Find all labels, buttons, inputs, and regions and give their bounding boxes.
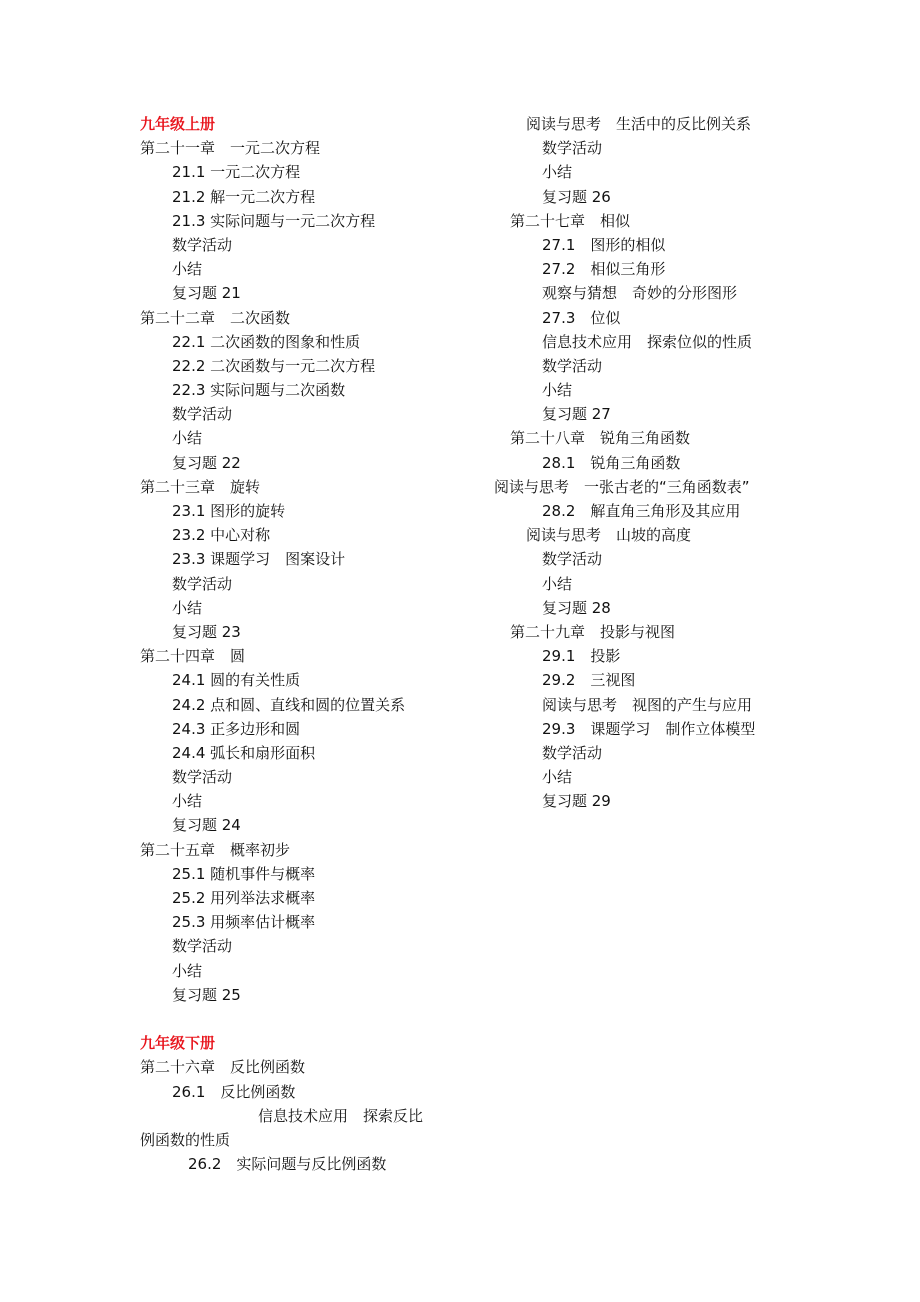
- toc-entry: 阅读与思考 一张古老的“三角函数表”: [494, 477, 750, 496]
- toc-entry: 小结: [542, 574, 573, 593]
- toc-entry: 数学活动: [172, 937, 233, 956]
- toc-entry: 24.4 弧长和扇形面积: [172, 743, 316, 762]
- toc-entry: 25.3 用频率估计概率: [172, 913, 316, 932]
- toc-entry: 数学活动: [172, 768, 233, 787]
- toc-entry: 信息技术应用 探索反比: [258, 1106, 424, 1125]
- toc-entry: 数学活动: [542, 743, 603, 762]
- toc-entry: 例函数的性质: [140, 1130, 231, 1149]
- toc-entry: 数学活动: [542, 139, 603, 158]
- toc-entry: 21.3 实际问题与一元二次方程: [172, 211, 376, 230]
- toc-entry: 复习题 21: [172, 284, 241, 303]
- toc-entry: 小结: [172, 961, 203, 980]
- chapter-heading: 第二十七章 相似: [510, 211, 631, 230]
- toc-entry: 26.1 反比例函数: [172, 1082, 296, 1101]
- toc-entry: 小结: [172, 429, 203, 448]
- chapter-heading: 第二十一章 一元二次方程: [140, 139, 321, 158]
- toc-entry: 数学活动: [172, 405, 233, 424]
- toc-entry: 小结: [172, 598, 203, 617]
- toc-entry: 25.2 用列举法求概率: [172, 889, 316, 907]
- toc-entry: 24.3 正多边形和圆: [172, 719, 301, 738]
- toc-entry: 28.1 锐角三角函数: [542, 453, 681, 472]
- toc-entry: 数学活动: [542, 356, 603, 375]
- toc-entry: 23.2 中心对称: [172, 526, 271, 545]
- toc-entry: 阅读与思考 山坡的高度: [526, 526, 692, 545]
- toc-entry: 22.1 二次函数的图象和性质: [172, 332, 361, 351]
- toc-entry: 复习题 24: [172, 816, 241, 835]
- toc-entry: 阅读与思考 生活中的反比例关系: [526, 115, 752, 133]
- toc-entry: 复习题 25: [172, 985, 241, 1004]
- toc-entry: 24.1 圆的有关性质: [172, 671, 301, 690]
- toc-entry: 29.3 课题学习 制作立体模型: [542, 719, 756, 738]
- toc-entry: 小结: [542, 163, 573, 182]
- toc-entry: 复习题 27: [542, 405, 611, 424]
- toc-entry: 数学活动: [172, 574, 233, 593]
- toc-entry: 22.3 实际问题与二次函数: [172, 381, 346, 400]
- toc-entry: 27.2 相似三角形: [542, 260, 666, 279]
- chapter-heading: 第二十八章 锐角三角函数: [510, 429, 691, 448]
- chapter-heading: 第二十四章 圆: [140, 647, 246, 666]
- toc-entry: 29.1 投影: [542, 647, 621, 666]
- toc-left-column: [140, 112, 480, 1176]
- chapter-heading: 第二十三章 旋转: [140, 477, 261, 496]
- toc-entry: 数学活动: [172, 235, 233, 254]
- toc-entry: 小结: [542, 381, 573, 400]
- toc-entry: 27.3 位似: [542, 308, 621, 327]
- toc-entry: 26.2 实际问题与反比例函数: [188, 1155, 387, 1174]
- toc-entry: 24.2 点和圆、直线和圆的位置关系: [172, 695, 406, 714]
- toc-entry: 观察与猜想 奇妙的分形图形: [542, 284, 738, 303]
- toc-entry: 28.2 解直角三角形及其应用: [542, 502, 741, 520]
- toc-entry: 复习题 22: [172, 453, 241, 472]
- toc-entry: 复习题 28: [542, 598, 611, 617]
- toc-entry: 数学活动: [542, 550, 603, 569]
- chapter-heading: 第二十九章 投影与视图: [510, 622, 676, 641]
- toc-entry: 29.2 三视图: [542, 671, 636, 690]
- toc-right-column: [480, 112, 900, 813]
- toc-entry: 小结: [542, 768, 573, 787]
- toc-entry: 复习题 29: [542, 792, 611, 811]
- toc-entry: 21.1 一元二次方程: [172, 163, 301, 182]
- toc-entry: 信息技术应用 探索位似的性质: [542, 332, 753, 351]
- toc-entry: 小结: [172, 260, 203, 279]
- toc-entry: 23.3 课题学习 图案设计: [172, 550, 346, 569]
- chapter-heading: 第二十五章 概率初步: [140, 840, 291, 859]
- toc-entry: 阅读与思考 视图的产生与应用: [542, 695, 753, 714]
- spacer: [140, 1007, 480, 1031]
- toc-entry: 22.2 二次函数与一元二次方程: [172, 356, 376, 375]
- toc-entry: 21.2 解一元二次方程: [172, 187, 316, 206]
- toc-entry: 23.1 图形的旋转: [172, 502, 286, 520]
- chapter-heading: 第二十二章 二次函数: [140, 308, 291, 327]
- volume-heading: 九年级上册: [140, 115, 216, 133]
- toc-entry: 复习题 23: [172, 622, 241, 641]
- toc-entry: 小结: [172, 792, 203, 811]
- chapter-heading: 第二十六章 反比例函数: [140, 1058, 306, 1077]
- toc-entry: 复习题 26: [542, 187, 611, 206]
- volume-heading: 九年级下册: [140, 1034, 216, 1053]
- toc-entry: 27.1 图形的相似: [542, 235, 666, 254]
- toc-entry: 25.1 随机事件与概率: [172, 864, 316, 883]
